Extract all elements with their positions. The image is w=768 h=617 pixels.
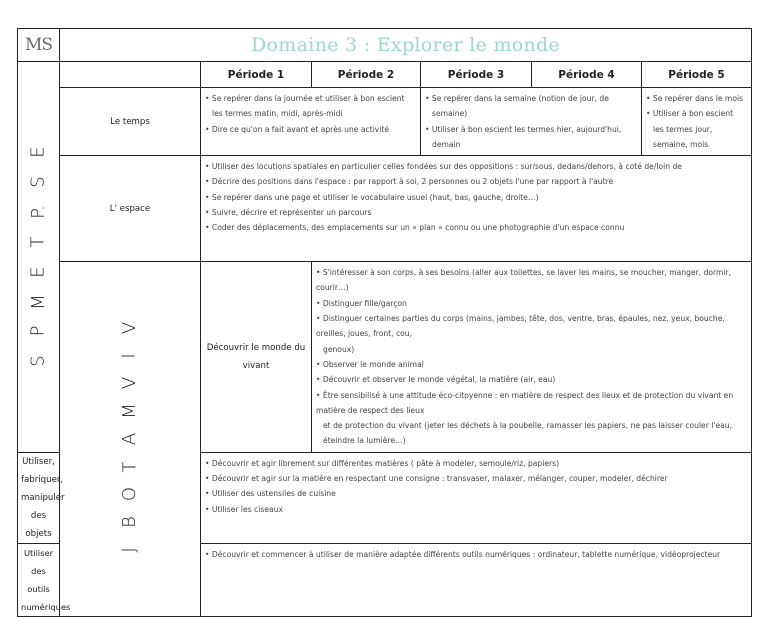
- side-top-letter: T: [27, 236, 49, 248]
- list-item-line: • Être sensibilisé à une attitude éco-citoyenne : en matière de respect des lieux et de protection du vivant en matière de respect des lieux: [316, 390, 734, 415]
- list-item: [316, 311, 747, 357]
- side-bottom-letter: A: [118, 432, 140, 446]
- list-item: [425, 122, 637, 153]
- list-item-line: • Utiliser des locutions spatiales en particulier celles fondées sur des oppositions : sur/sous, dedans/dehors, à coté de/loin de: [205, 162, 682, 172]
- list-item-line: • Coder des déplacements, des emplacements sur un « plan » connu ou une photographie d'un espace connu: [205, 223, 625, 233]
- list-item: [205, 471, 747, 486]
- list-item: [316, 357, 747, 372]
- list-item: [205, 205, 747, 220]
- list-item-line: • Utiliser les ciseaux: [205, 504, 283, 514]
- list-item-line: semaine, mois: [653, 139, 709, 149]
- side-top-letter: P.: [27, 205, 49, 219]
- list-item-line: • S'intéresser à son corps, à ses besoins (aller aux toilettes, se laver les mains, se moucher, manger, dormir, courir…): [316, 268, 732, 293]
- side-top-letter: S: [27, 176, 49, 188]
- temps-period-1-2: [201, 88, 421, 156]
- objets-content: [201, 452, 752, 543]
- temps-period-5: [642, 88, 752, 156]
- domain-objets-label-line2: des objets: [25, 510, 52, 539]
- domain-vivant-label-line1: Découvrir le monde du: [206, 342, 306, 353]
- list-item: [205, 122, 416, 137]
- list-item: [205, 502, 747, 517]
- list-item: [316, 265, 747, 296]
- side-bottom-letter: T: [119, 461, 140, 473]
- domain-numerique-label: Utiliser des outils numériques: [18, 543, 60, 616]
- period-5-header: Période 5: [642, 62, 752, 88]
- list-item-line: • Utiliser à bon escient: [646, 109, 734, 119]
- list-item: [205, 486, 747, 501]
- side-label-espace-temps: [18, 62, 60, 453]
- list-item-line: • Se repérer dans le mois: [646, 94, 744, 103]
- list-item-line: • Distinguer certaines parties du corps (mains, jambes, tête, dos, ventre, bras, épaules, nez, yeux, bouche, oreilles, joues, front, cou,: [316, 314, 725, 339]
- period-3-header: Période 3: [421, 62, 532, 88]
- page-title: Domaine 3 : Explorer le monde: [60, 29, 752, 62]
- domain-espace-label: L' espace: [60, 156, 201, 262]
- list-item-line: • Découvrir et agir sur la matière en respectant une consigne : transvaser, malaxer, mélanger, couper, modeler, déchirer: [205, 474, 668, 484]
- list-item: [205, 220, 747, 235]
- side-top-letter: E: [27, 266, 49, 278]
- blank-header-cell: [60, 62, 201, 88]
- side-bottom-letter: V: [118, 321, 140, 335]
- domain-vivant-label: [201, 262, 312, 453]
- list-item: [205, 174, 747, 189]
- domain-objets-label-line1: Utiliser, fabriquer, manipuler: [21, 456, 65, 503]
- side-top-letter: P: [27, 326, 49, 337]
- vivant-content: [312, 262, 752, 453]
- list-item-line: les termes jour,: [653, 124, 713, 134]
- list-item-line: • Dire ce qu'on a fait avant et après une activité: [205, 124, 390, 134]
- list-item-line: semaine): [432, 109, 468, 119]
- period-2-header: Période 2: [312, 62, 421, 88]
- level-label: MS: [18, 29, 60, 62]
- list-item-line: genoux): [323, 344, 355, 354]
- list-item-line: • Utiliser des ustensiles de cuisine: [205, 489, 336, 499]
- side-bottom-letter: M: [119, 403, 140, 419]
- list-item: [205, 159, 747, 174]
- list-item-line: et de protection du vivant (jeter les déchets à la poubelle, ramasser les papiers, ne pas laisser couler l'eau, éteindre la lumière…): [323, 421, 733, 446]
- side-bottom-letter: B: [118, 516, 140, 529]
- list-item-line: • Observer le monde animal: [316, 359, 424, 369]
- list-item: [316, 296, 747, 311]
- list-item: [425, 91, 637, 122]
- list-item: [646, 91, 747, 106]
- list-item: [205, 547, 747, 562]
- side-top-letter: S: [27, 355, 49, 367]
- list-item-line: • Se repérer dans la journée et utiliser à bon escient: [205, 94, 405, 103]
- list-item-line: • Découvrir et commencer à utiliser de manière adaptée différents outils numériques : ordinateur, tablette numérique, vidéoprojecteur: [205, 549, 721, 559]
- list-item: [646, 106, 747, 152]
- list-item-line: • Se repérer dans une page et utiliser le vocabulaire usuel (haut, bas, gauche, droite…): [205, 192, 539, 202]
- list-item: [205, 190, 747, 205]
- side-bottom-letter: I: [119, 353, 140, 359]
- side-top-letter: E: [27, 146, 49, 159]
- period-1-header: Période 1: [201, 62, 312, 88]
- list-item-line: • Découvrir et observer le monde végétal, la matière (air, eau): [316, 375, 556, 385]
- domain-temps-label: Le temps: [60, 88, 201, 156]
- espace-content: [201, 156, 752, 262]
- side-bottom-letter: V: [118, 377, 140, 390]
- list-item-line: demain: [432, 139, 461, 149]
- side-bottom-letter: O: [118, 487, 140, 502]
- period-4-header: Période 4: [532, 62, 642, 88]
- list-item-line: les termes matin, midi, après-midi: [212, 109, 343, 119]
- numerique-content: [201, 543, 752, 616]
- domain-objets-label: [18, 452, 65, 543]
- list-item-line: • Suivre, décrire et représenter un parcours: [205, 208, 372, 218]
- domain-vivant-label-line2: vivant: [242, 360, 270, 371]
- side-top-letter: M: [27, 293, 49, 310]
- list-item: [205, 91, 416, 122]
- list-item-line: • Décrire des positions dans l'espace : par rapport à soi, 2 personnes ou 2 objets l'une par rapport à l'autre: [205, 177, 614, 187]
- list-item-line: • Distinguer fille/garçon: [316, 298, 407, 308]
- list-item: [205, 456, 747, 471]
- list-item: [316, 372, 747, 387]
- list-item: [316, 388, 747, 449]
- side-bottom-letter: J: [119, 547, 140, 553]
- list-item-line: • Utiliser à bon escient les termes hier, aujourd'hui,: [425, 124, 622, 134]
- temps-period-3-4: [421, 88, 642, 156]
- list-item-line: • Découvrir et agir librement sur différentes matières ( pâte à modeler, semoule/riz, papiers): [205, 458, 560, 468]
- programming-table: [17, 28, 752, 617]
- list-item-line: • Se repérer dans la semaine (notion de jour, de: [425, 94, 609, 103]
- side-label-vivant-matiere-objets: [60, 262, 201, 617]
